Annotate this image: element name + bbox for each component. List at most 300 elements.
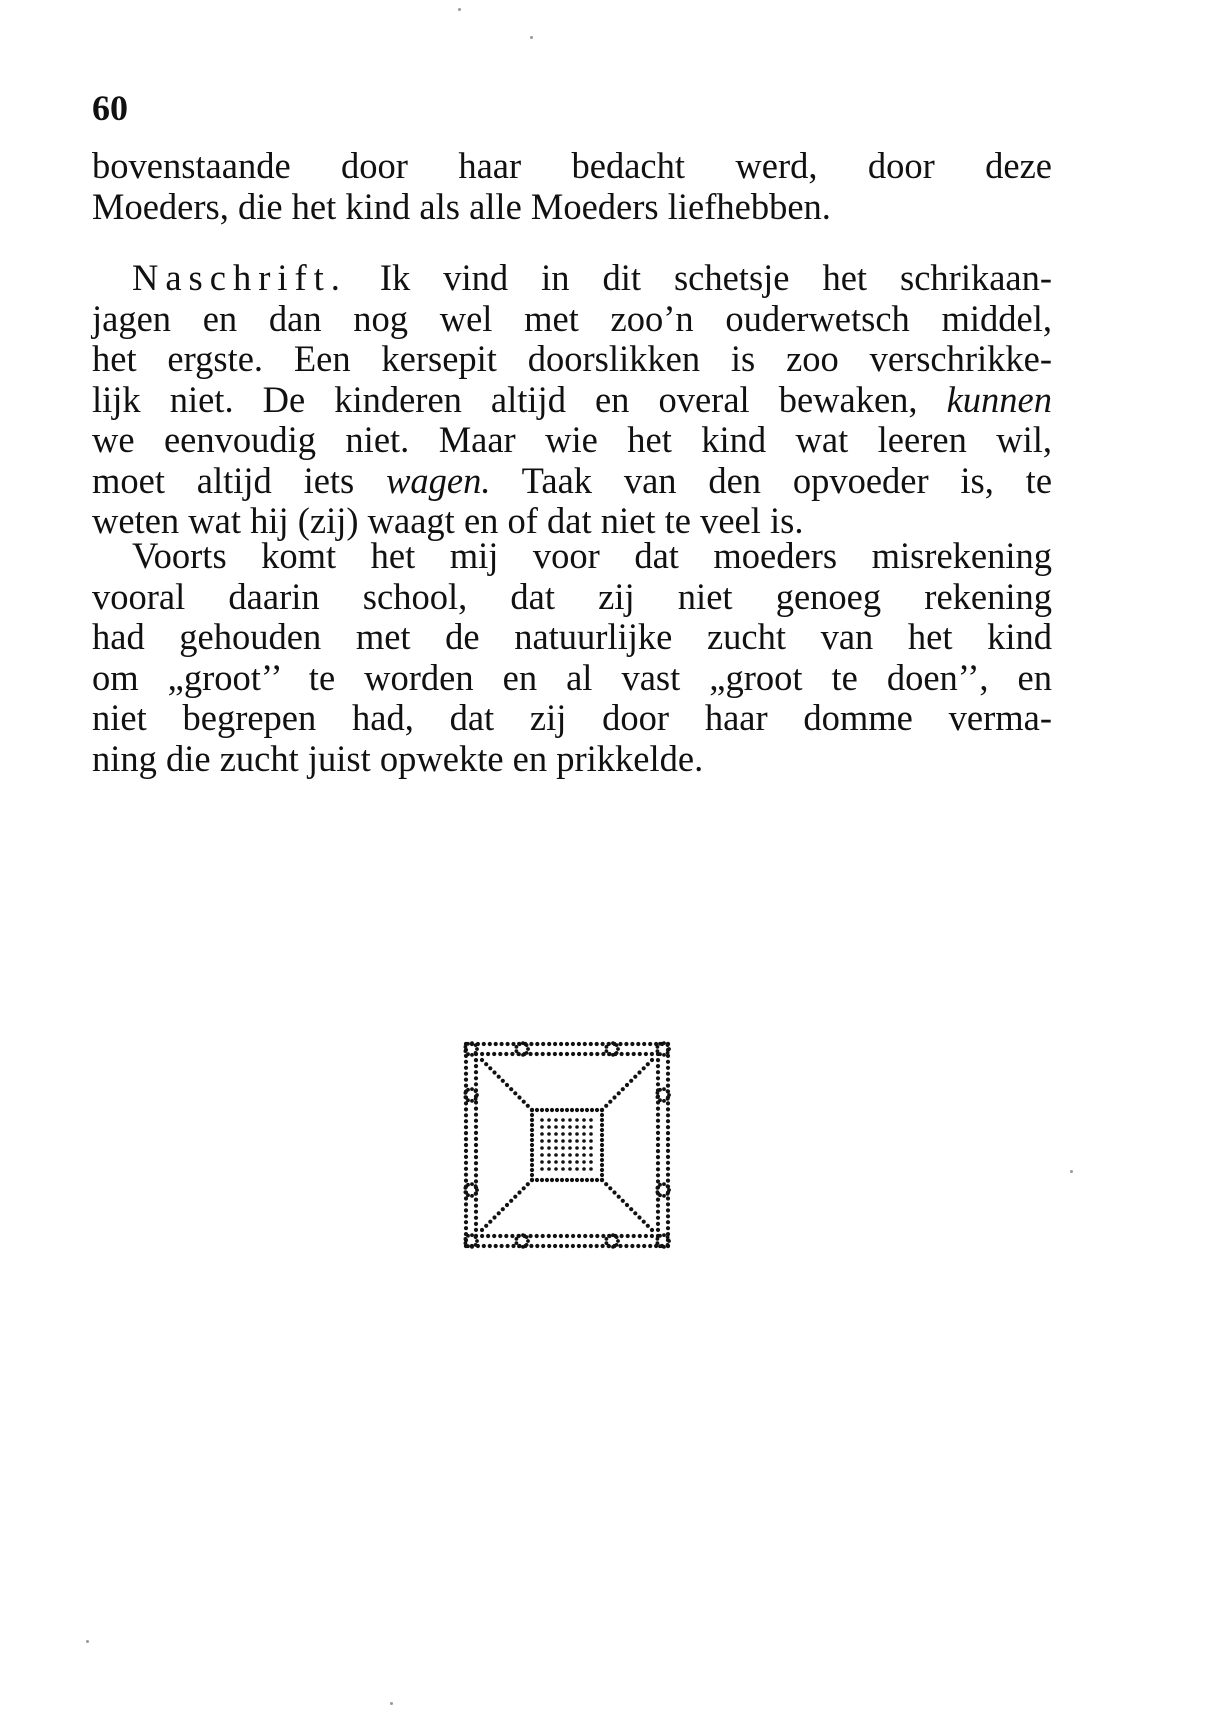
ornament-dot xyxy=(656,1076,660,1080)
ornament-dot xyxy=(617,1195,621,1199)
ornament-dot xyxy=(547,1139,551,1143)
text-line: het ergste. Een kersepit doorslikken is zoo verschrikke- xyxy=(92,338,1052,379)
ornament-dot xyxy=(666,1125,670,1129)
ornament-dot xyxy=(650,1058,654,1062)
ornament-dot xyxy=(474,1243,478,1247)
ornament-dot xyxy=(550,1178,554,1182)
ornament-dot xyxy=(656,1095,660,1099)
ornament-dot xyxy=(658,1193,662,1197)
text-line: jagen en dan nog wel met zoo’n ouderwetsch middel, xyxy=(92,297,1052,339)
ornament-dot xyxy=(494,1042,498,1046)
ornament-dot xyxy=(644,1234,648,1238)
ornament-dot xyxy=(600,1178,604,1182)
ornament-dot xyxy=(554,1167,558,1171)
ornament-dot xyxy=(666,1131,670,1135)
ornament-dot xyxy=(530,1158,534,1162)
ornament-dot xyxy=(530,1173,534,1177)
ornament-dot xyxy=(464,1241,468,1245)
ornament-dot xyxy=(666,1220,670,1224)
ornament-dot xyxy=(601,1244,605,1248)
ornament-dot xyxy=(565,1244,569,1248)
ornament-dot xyxy=(474,1107,478,1111)
ornament-dot xyxy=(470,1041,474,1045)
ornament-dot xyxy=(666,1192,670,1196)
text-line: Voorts komt het mij voor dat moeders misrekening xyxy=(132,535,1052,576)
ornament-dot xyxy=(474,1192,478,1196)
ornament-dot xyxy=(464,1045,468,1049)
ornament-dot xyxy=(464,1149,468,1153)
ornament-dot xyxy=(464,1091,468,1095)
ornament-dot xyxy=(517,1190,521,1194)
ornament-dot xyxy=(632,1052,636,1056)
ornament-dot xyxy=(656,1190,660,1194)
text-fragment: lijk niet. De kinderen altijd en overal bewaken, xyxy=(92,378,918,420)
ornament-dot xyxy=(667,1047,671,1051)
ornament-dot xyxy=(509,1087,513,1091)
ornament-dot xyxy=(666,1072,670,1076)
ornament-dot xyxy=(638,1052,642,1056)
ornament-dot xyxy=(656,1064,660,1068)
ornament-dot xyxy=(600,1153,604,1157)
ornament-dot xyxy=(464,1143,468,1147)
ornament-dot xyxy=(553,1234,557,1238)
ornament-dot xyxy=(474,1228,478,1232)
ornament-dot xyxy=(590,1108,594,1112)
ornament-dot xyxy=(466,1052,470,1056)
ornament-dot xyxy=(605,1241,609,1245)
dotted-square-ornament xyxy=(462,1040,672,1250)
ornament-dot xyxy=(474,1198,478,1202)
ornament-dot xyxy=(589,1153,593,1157)
ornament-dot xyxy=(466,1193,470,1197)
ornament-dot xyxy=(561,1153,565,1157)
ornament-dot xyxy=(571,1042,575,1046)
ornament-dot xyxy=(638,1234,642,1238)
ornament-dot xyxy=(589,1118,593,1122)
ornament-dot xyxy=(547,1167,551,1171)
ornament-dot xyxy=(513,1195,517,1199)
ornament-dot xyxy=(506,1042,510,1046)
ornament-dot xyxy=(475,1239,479,1243)
ornament-dot xyxy=(474,1058,478,1062)
ornament-dot xyxy=(474,1173,478,1177)
ornament-dot xyxy=(547,1052,551,1056)
ornament-dot xyxy=(474,1070,478,1074)
ornament-dot xyxy=(474,1100,478,1104)
ornament-dot xyxy=(541,1234,545,1238)
ornament-dot xyxy=(474,1076,478,1080)
ornament-dot xyxy=(600,1158,604,1162)
ornament-dot xyxy=(474,1167,478,1171)
ornament-dot xyxy=(464,1049,468,1053)
ornament-dot xyxy=(620,1052,624,1056)
ornament-dot xyxy=(464,1084,468,1088)
ornament-dot xyxy=(482,1244,486,1248)
ornament-dot xyxy=(621,1087,625,1091)
ornament-dot xyxy=(529,1042,533,1046)
ornament-dot xyxy=(547,1244,551,1248)
ornament-dot xyxy=(526,1239,530,1243)
text-line: Moeders, die het kind als alle Moeders liefhebben. xyxy=(92,185,831,227)
ornament-dot xyxy=(642,1220,646,1224)
ornament-dot xyxy=(666,1089,670,1093)
ornament-dot xyxy=(666,1060,670,1064)
ornament-dot xyxy=(492,1052,496,1056)
naschrift-heading: Naschrift. xyxy=(132,257,347,298)
ornament-dot xyxy=(474,1179,478,1183)
ornament-dot xyxy=(582,1139,586,1143)
ornament-dot xyxy=(540,1146,544,1150)
ornament-dot xyxy=(540,1108,544,1112)
ornament-dot xyxy=(555,1108,559,1112)
ornament-dot xyxy=(666,1214,670,1218)
ornament-dot xyxy=(559,1244,563,1248)
ornament-dot xyxy=(616,1239,620,1243)
ornament-dot xyxy=(506,1244,510,1248)
ornament-dot xyxy=(511,1244,515,1248)
ornament-dot xyxy=(513,1091,517,1095)
ornament-dot xyxy=(464,1202,468,1206)
ornament-dot xyxy=(559,1042,563,1046)
ornament-dot xyxy=(530,1123,534,1127)
ornament-dot xyxy=(656,1049,660,1053)
ornament-dot xyxy=(464,1125,468,1129)
ornament-dot xyxy=(666,1101,670,1105)
ornament-dot xyxy=(582,1118,586,1122)
paper-speck xyxy=(530,36,533,39)
ornament-dot xyxy=(501,1079,505,1083)
text-line: bovenstaande door haar bedacht werd, door deze xyxy=(92,145,1052,186)
ornament-dot xyxy=(595,1042,599,1046)
ornament-dot xyxy=(632,1234,636,1238)
ornament-dot xyxy=(630,1042,634,1046)
ornament-dot xyxy=(541,1042,545,1046)
ornament-dot xyxy=(464,1131,468,1135)
ornament-dot xyxy=(561,1146,565,1150)
ornament-dot xyxy=(577,1234,581,1238)
ornament-dot xyxy=(510,1052,514,1056)
ornament-dot xyxy=(464,1119,468,1123)
ornament-dot xyxy=(466,1234,470,1238)
ornament-dot xyxy=(600,1173,604,1177)
text-line: we eenvoudig niet. Maar wie het kind wat leeren wil, xyxy=(92,419,1052,460)
ornament-dot xyxy=(585,1108,589,1112)
ornament-dot xyxy=(605,1237,609,1241)
ornament-dot xyxy=(656,1137,660,1141)
ornament-dot xyxy=(515,1241,519,1245)
ornament-dot xyxy=(474,1097,478,1101)
ornament-dot xyxy=(629,1079,633,1083)
ornament-dot xyxy=(535,1042,539,1046)
ornament-dot xyxy=(464,1196,468,1200)
ornament-dot xyxy=(571,1244,575,1248)
ornament-dot xyxy=(486,1052,490,1056)
ornament-dot xyxy=(666,1173,670,1177)
ornament-dot xyxy=(526,1047,530,1051)
ornament-dot xyxy=(626,1234,630,1238)
ornament-dot xyxy=(474,1051,478,1055)
ornament-dot xyxy=(554,1125,558,1129)
ornament-dot xyxy=(561,1118,565,1122)
ornament-dot xyxy=(633,1075,637,1079)
ornament-dot xyxy=(492,1234,496,1238)
ornament-dot xyxy=(600,1168,604,1172)
ornament-dot xyxy=(470,1087,474,1091)
ornament-dot xyxy=(601,1234,605,1238)
ornament-dot xyxy=(464,1214,468,1218)
ornament-dot xyxy=(526,1104,530,1108)
ornament-dot xyxy=(464,1107,468,1111)
ornament-dot xyxy=(662,1194,666,1198)
ornament-dot xyxy=(540,1167,544,1171)
ornament-dot xyxy=(666,1066,670,1070)
ornament-dot xyxy=(530,1138,534,1142)
ornament-dot xyxy=(666,1235,670,1239)
ornament-dot xyxy=(666,1196,670,1200)
ornament-dot xyxy=(504,1052,508,1056)
ornament-dot xyxy=(595,1108,599,1112)
text-line xyxy=(92,380,1052,421)
ornament-dot xyxy=(554,1146,558,1150)
ornament-dot xyxy=(464,1167,468,1171)
ornament-dot xyxy=(575,1178,579,1182)
ornament-dot xyxy=(644,1052,648,1056)
ornament-dot xyxy=(582,1146,586,1150)
ornament-dot xyxy=(612,1190,616,1194)
ornament-dot xyxy=(656,1186,660,1190)
ornament-dot xyxy=(474,1161,478,1165)
ornament-dot xyxy=(604,1104,608,1108)
ornament-dot xyxy=(589,1052,593,1056)
ornament-dot xyxy=(607,1052,611,1056)
ornament-dot xyxy=(589,1160,593,1164)
ornament-dot xyxy=(616,1047,620,1051)
ornament-dot xyxy=(509,1199,513,1203)
ornament-dot xyxy=(475,1047,479,1051)
text-line xyxy=(92,258,1052,299)
text-line: niet begrepen had, dat zij door haar domme verma- xyxy=(92,697,1052,738)
ornament-dot xyxy=(656,1113,660,1117)
ornament-dot xyxy=(589,1167,593,1171)
ornament-dot xyxy=(650,1052,654,1056)
ornament-dot xyxy=(666,1184,670,1188)
ornament-dot xyxy=(568,1153,572,1157)
ornament-dot xyxy=(589,1139,593,1143)
ornament-dot xyxy=(530,1148,534,1152)
ornament-dot xyxy=(488,1042,492,1046)
ornament-dot xyxy=(504,1234,508,1238)
ornament-dot xyxy=(658,1098,662,1102)
ornament-dot xyxy=(656,1216,660,1220)
ornament-dot xyxy=(535,1108,539,1112)
ornament-dot xyxy=(488,1066,492,1070)
ornament-dot xyxy=(547,1234,551,1238)
ornament-dot xyxy=(577,1052,581,1056)
ornament-dot xyxy=(470,1194,474,1198)
ornament-dot xyxy=(589,1244,593,1248)
ornament-dot xyxy=(626,1052,630,1056)
ornament-dot xyxy=(637,1215,641,1219)
ornament-dot xyxy=(470,1099,474,1103)
ornament-dot xyxy=(642,1066,646,1070)
ornament-dot xyxy=(530,1153,534,1157)
ornament-dot xyxy=(529,1244,533,1248)
ornament-dot xyxy=(600,1133,604,1137)
ornament-dot xyxy=(540,1132,544,1136)
ornament-dot xyxy=(464,1060,468,1064)
ornament-dot xyxy=(575,1108,579,1112)
ornament-dot xyxy=(486,1234,490,1238)
ornament-dot xyxy=(611,1233,615,1237)
ornament-dot xyxy=(656,1143,660,1147)
paper-speck xyxy=(458,8,461,11)
ornament-dot xyxy=(625,1203,629,1207)
ornament-dot xyxy=(470,1233,474,1237)
ornament-dot xyxy=(497,1075,501,1079)
ornament-dot xyxy=(474,1143,478,1147)
text-line: om „groot’’ te worden en al vast „groot te doen’’, en xyxy=(92,656,1052,698)
ornament-dot xyxy=(561,1132,565,1136)
ornament-dot xyxy=(607,1234,611,1238)
ornament-dot xyxy=(494,1244,498,1248)
ornament-dot xyxy=(480,1234,484,1238)
ornament-dot xyxy=(615,1235,619,1239)
page-number: 60 xyxy=(92,88,128,128)
ornament-dot xyxy=(662,1099,666,1103)
ornament-dot xyxy=(618,1244,622,1248)
ornament-dot xyxy=(656,1131,660,1135)
ornament-dot xyxy=(570,1178,574,1182)
ornament-dot xyxy=(582,1153,586,1157)
ornament-dot xyxy=(575,1118,579,1122)
ornament-dot xyxy=(466,1042,470,1046)
ornament-dot xyxy=(656,1125,660,1129)
ornament-dot xyxy=(529,1234,533,1238)
ornament-dot xyxy=(530,1178,534,1182)
ornament-dot xyxy=(580,1108,584,1112)
ornament-dot xyxy=(571,1234,575,1238)
ornament-dot xyxy=(624,1244,628,1248)
ornament-dot xyxy=(474,1137,478,1141)
ornament-dot xyxy=(498,1052,502,1056)
ornament-dot xyxy=(666,1107,670,1111)
ornament-dot xyxy=(568,1139,572,1143)
ornament-dot xyxy=(500,1244,504,1248)
ornament-dot xyxy=(575,1132,579,1136)
ornament-dot xyxy=(474,1155,478,1159)
ornament-dot xyxy=(529,1052,533,1056)
ornament-dot xyxy=(540,1178,544,1182)
ornament-dot xyxy=(547,1153,551,1157)
ornament-dot xyxy=(595,1178,599,1182)
text-line xyxy=(92,461,1052,502)
ornament-dot xyxy=(500,1042,504,1046)
ornament-dot xyxy=(656,1058,660,1062)
ornament-dot xyxy=(646,1062,650,1066)
ornament-dot xyxy=(525,1243,529,1247)
ornament-dot xyxy=(600,1108,604,1112)
ornament-dot xyxy=(656,1082,660,1086)
ornament-dot xyxy=(590,1178,594,1182)
ornament-dot xyxy=(570,1108,574,1112)
paper-speck xyxy=(1070,1170,1073,1173)
ornament-dot xyxy=(656,1107,660,1111)
ornament-dot xyxy=(575,1153,579,1157)
ornament-dot xyxy=(554,1139,558,1143)
ornament-dot xyxy=(475,1188,479,1192)
ornament-dot xyxy=(577,1042,581,1046)
ornament-dot xyxy=(575,1139,579,1143)
ornament-dot xyxy=(547,1146,551,1150)
paper-speck xyxy=(390,1702,393,1705)
ornament-dot xyxy=(612,1095,616,1099)
ornament-dot xyxy=(666,1043,670,1047)
ornament-dot xyxy=(553,1052,557,1056)
ornament-dot xyxy=(608,1100,612,1104)
ornament-dot xyxy=(484,1062,488,1066)
ornament-dot xyxy=(470,1182,474,1186)
ornament-dot xyxy=(475,1093,479,1097)
ornament-dot xyxy=(666,1078,670,1082)
ornament-dot xyxy=(540,1160,544,1164)
ornament-dot xyxy=(666,1137,670,1141)
ornament-dot xyxy=(554,1132,558,1136)
ornament-dot xyxy=(561,1167,565,1171)
ornament-dot xyxy=(464,1220,468,1224)
ornament-dot xyxy=(568,1118,572,1122)
ornament-dot xyxy=(525,1043,529,1047)
ornament-dot xyxy=(656,1241,660,1245)
ornament-dot xyxy=(568,1146,572,1150)
ornament-dot xyxy=(656,1161,660,1165)
ornament-dot xyxy=(656,1167,660,1171)
ornament-dot xyxy=(517,1095,521,1099)
ornament-dot xyxy=(662,1087,666,1091)
ornament-dot xyxy=(662,1245,666,1249)
ornament-dot xyxy=(540,1139,544,1143)
ornament-dot xyxy=(666,1119,670,1123)
ornament-dot xyxy=(582,1132,586,1136)
ornament-dot xyxy=(474,1204,478,1208)
ornament-dot xyxy=(611,1053,615,1057)
ornament-dot xyxy=(525,1235,529,1239)
ornament-dot xyxy=(521,1053,525,1057)
ornament-dot xyxy=(589,1234,593,1238)
text-fragment: Ik vind in dit schetsje het schrikaan- xyxy=(379,257,1053,298)
ornament-dot xyxy=(540,1125,544,1129)
ornament-dot xyxy=(575,1167,579,1171)
ornament-dot xyxy=(488,1220,492,1224)
ornament-dot xyxy=(575,1146,579,1150)
ornament-dot xyxy=(470,1245,474,1249)
ornament-dot xyxy=(605,1049,609,1053)
ornament-dot xyxy=(662,1053,666,1057)
ornament-dot xyxy=(497,1211,501,1215)
ornament-dot xyxy=(554,1118,558,1122)
ornament-dot xyxy=(561,1125,565,1129)
ornament-dot xyxy=(464,1186,468,1190)
ornament-dot xyxy=(630,1244,634,1248)
text-fragment: moet altijd iets xyxy=(92,459,355,501)
ornament-dot xyxy=(565,1178,569,1182)
ornament-dot xyxy=(580,1178,584,1182)
ornament-dot xyxy=(666,1243,670,1247)
ornament-dot xyxy=(666,1161,670,1165)
emphasis-wagen: wagen. xyxy=(386,459,491,501)
ornament-dot xyxy=(583,1234,587,1238)
ornament-dot xyxy=(474,1216,478,1220)
ornament-dot xyxy=(656,1119,660,1123)
